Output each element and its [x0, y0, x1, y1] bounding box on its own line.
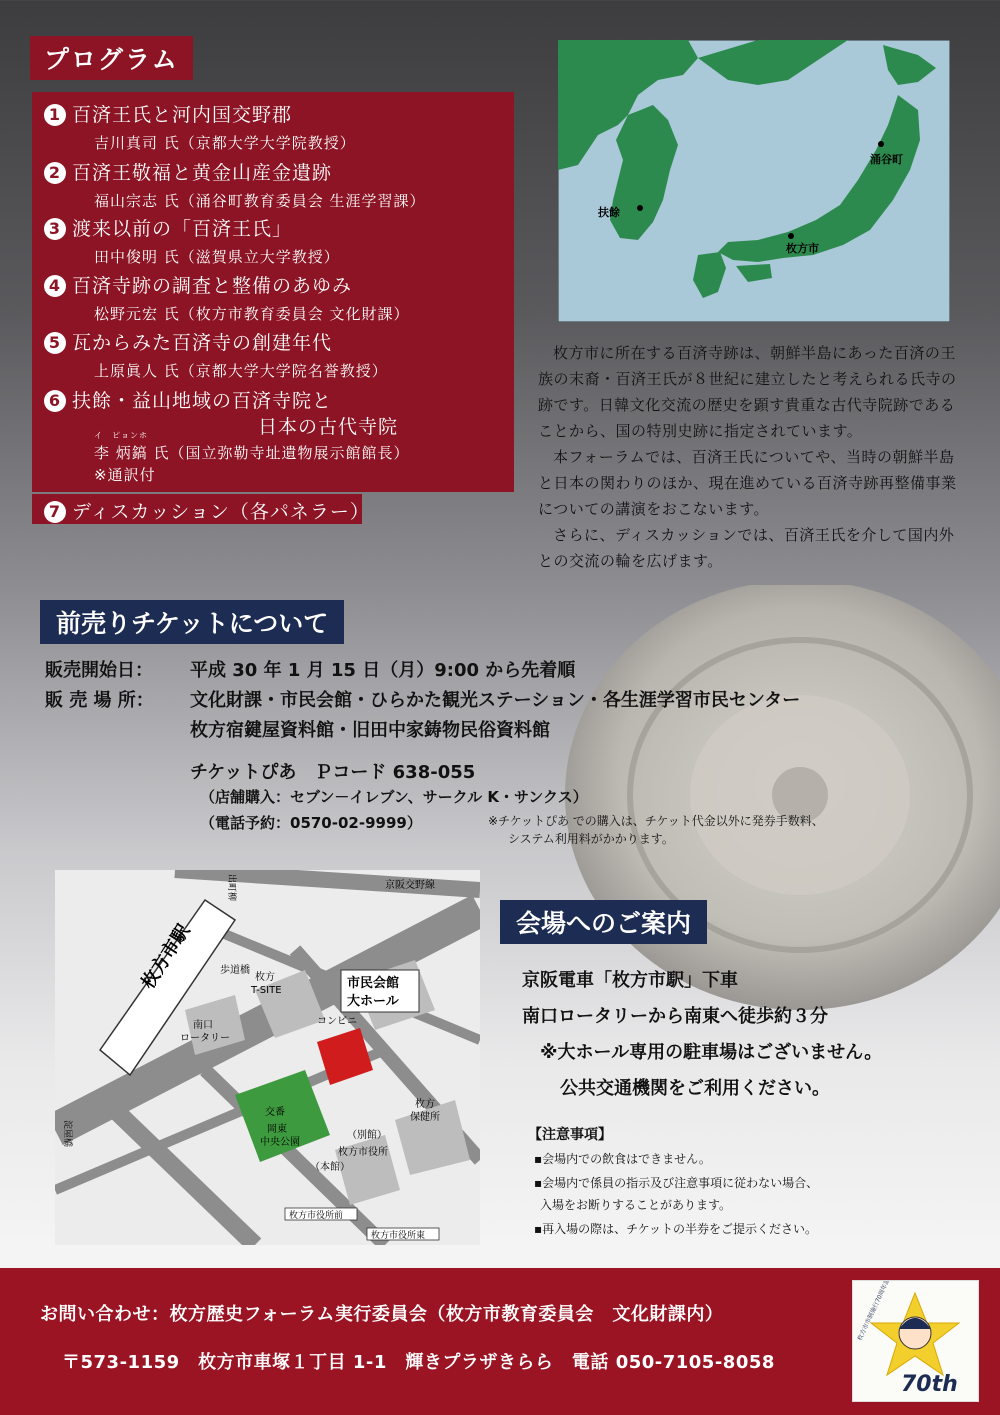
speaker: 李 炳鎬 氏（国立弥勒寺址遺物展示館館長）	[94, 444, 410, 462]
speaker: 松野元宏 氏（枚方市教育委員会 文化財課）	[94, 305, 410, 323]
bus-stop-mae: 枚方市役所前	[289, 1211, 344, 1221]
map-label-hirakata: 枚方市	[786, 242, 819, 255]
program-item-2	[44, 158, 332, 185]
map-label-buyeo: 扶餘	[598, 206, 620, 219]
map-graphic	[558, 40, 950, 322]
speaker-ruby: イ ピョンホ	[94, 431, 148, 440]
program-item-1	[44, 100, 292, 127]
program-title: 渡来以前の「百済王氏」	[72, 218, 293, 240]
interpretation-note: ※通訳付	[94, 466, 156, 484]
program-item-4	[44, 271, 352, 298]
program-heading: プログラム	[30, 36, 193, 80]
ticket-pia-code: チケットぴあ Ｐコード 638-055	[190, 762, 476, 783]
caution-heading: 【注意事項】	[528, 1127, 612, 1143]
tsite-label-1: 枚方	[255, 972, 275, 983]
sale-start-label: 販売開始日：	[45, 660, 153, 681]
badge-70th: 70th	[901, 1372, 958, 1397]
park-label-2: 中央公園	[260, 1137, 300, 1148]
keihan-line-label: 京阪交野線	[385, 880, 435, 891]
program-title: ディスカッション（各パネラー）	[72, 501, 370, 523]
venue-line-2: 南口ロータリーから南東へ徒歩約３分	[522, 1006, 828, 1027]
number-badge: 5	[44, 332, 66, 354]
tickets-heading: 前売りチケットについて	[40, 600, 344, 644]
program-box	[32, 92, 514, 492]
venue-line-4: 公共交通機関をご利用ください。	[560, 1078, 830, 1099]
program-item-7	[44, 497, 370, 524]
description-paragraph-3: さらに、ディスカッションでは、百済王氏を介して国内外との交流の輪を広げます。	[538, 526, 955, 570]
program-title: 扶餘・益山地域の百済寺院と	[72, 390, 333, 412]
address-info: 〒573-1159 枚方市車塚１丁目 1-1 輝きプラザきらら 電話 050-7105-8058	[62, 1352, 775, 1373]
hirakata-marker	[788, 233, 794, 239]
wakuya-marker	[878, 141, 884, 147]
number-badge: 3	[44, 218, 66, 240]
venue-line-1: 京阪電車「枚方市駅」下車	[522, 970, 738, 991]
health-center-label-1: 枚方	[415, 1099, 435, 1110]
program-item-3	[44, 214, 292, 241]
contact-info: お問い合わせ：枚方歴史フォーラム実行委員会（枚方市教育委員会 文化財課内）	[40, 1304, 724, 1325]
ticket-note-1: ※チケットぴあ での購入は、チケット代金以外に発券手数料、	[488, 814, 824, 828]
sale-start-value: 平成 30 年 1 月 15 日（月）9:00 から先着順	[190, 660, 576, 681]
convenience-store-label: コンビニ	[317, 1016, 357, 1027]
ticket-note-2: システム利用料がかかります。	[508, 832, 674, 846]
number-badge: 2	[44, 162, 66, 184]
station-label: 枚方市駅	[137, 920, 195, 993]
program-item-7-bar	[32, 494, 370, 524]
venue-heading: 会場へのご案内	[500, 900, 707, 944]
sale-place-label: 販 売 場 所：	[45, 690, 154, 711]
program-title: 百済王敬福と黄金山産金遺跡	[72, 162, 333, 184]
rotary-label-1: 南口	[193, 1020, 213, 1031]
number-badge: 6	[44, 390, 66, 412]
venue-line-3: ※大ホール専用の駐車場はございません。	[540, 1042, 883, 1063]
east-asia-map	[558, 40, 950, 322]
description-paragraph-1: 枚方市に所在する百済寺跡は、朝鮮半島にあった百済の王族の末裔・百済王氏が８世紀に建立したと考えられる氏寺の跡です。日韓文化交流の歴史を顕す貴重な古代寺院跡であることから、国の特別史跡に指定されています。	[538, 344, 957, 440]
speaker: 福山宗志 氏（涌谷町教育委員会 生涯学習課）	[94, 192, 426, 210]
description	[538, 340, 968, 574]
number-badge: 7	[44, 501, 66, 523]
badge-small-text: 枚方市市制施行70周年記念	[856, 1281, 894, 1342]
buyeo-marker	[637, 205, 643, 211]
store-purchase: （店舗購入：セブン－イレブン、サークル K・サンクス）	[200, 788, 588, 806]
bus-stop-higashi: 枚方市役所東	[371, 1231, 426, 1241]
main-building-label: （本館）	[310, 1162, 350, 1173]
number-badge: 4	[44, 275, 66, 297]
yodoyabashi-label: 淀屋橋	[62, 1120, 72, 1148]
program-item-6	[44, 386, 332, 413]
tsite-label-2: T-SITE	[251, 985, 282, 996]
number-badge: 1	[44, 104, 66, 126]
map-label-wakuya: 涌谷町	[870, 153, 903, 166]
program-title: 百済王氏と河内国交野郡	[72, 104, 293, 126]
phone-reservation: （電話予約：0570-02-9999）	[200, 814, 422, 832]
caution-item-2-cont: 入場をお断りすることがあります。	[540, 1198, 732, 1212]
health-center-label-2: 保健所	[410, 1112, 440, 1123]
anniversary-badge	[852, 1280, 979, 1402]
annex-label: （別館）	[347, 1130, 387, 1141]
venue-access-map	[55, 870, 480, 1245]
hall-label-2: 大ホール	[347, 994, 399, 1009]
rotary-label-2: ロータリー	[180, 1033, 230, 1044]
program-title: 百済寺跡の調査と整備のあゆみ	[72, 275, 353, 297]
sale-place-value-1: 文化財課・市民会館・ひらかた観光ステーション・各生涯学習市民センター	[190, 690, 801, 711]
program-title-cont: 日本の古代寺院	[258, 416, 399, 438]
koban-label: 交番	[265, 1107, 285, 1118]
caution-item-2: ▪会場内で係員の指示及び注意事項に従わない場合、	[534, 1176, 819, 1190]
description-paragraph-2: 本フォーラムでは、百済王氏についてや、当時の朝鮮半島と日本の関わりのほか、現在進めている百済寺跡再整備事業についての講演をおこないます。	[538, 448, 957, 518]
sale-place-value-2: 枚方宿鍵屋資料館・旧田中家鋳物民俗資料館	[190, 720, 550, 741]
caution-item-3: ▪再入場の際は、チケットの半券をご提示ください。	[534, 1222, 818, 1236]
speaker: 上原眞人 氏（京都大学大学院名誉教授）	[94, 362, 388, 380]
park-label-1: 岡東	[267, 1124, 287, 1135]
footbridge-label: 歩道橋	[220, 965, 250, 976]
footer	[0, 1268, 1000, 1415]
caution-item-1: ▪会場内での飲食はできません。	[534, 1152, 711, 1166]
program-title: 瓦からみた百済寺の創建年代	[72, 332, 333, 354]
speaker: 吉川真司 氏（京都大学大学院教授）	[94, 134, 356, 152]
city-hall-label: 枚方市役所	[338, 1147, 388, 1158]
program-item-5	[44, 328, 332, 355]
speaker: 田中俊明 氏（滋賀県立大学教授）	[94, 248, 340, 266]
hall-label-1: 市民会館	[347, 976, 400, 991]
demachi-label: 出町柳	[226, 874, 236, 902]
